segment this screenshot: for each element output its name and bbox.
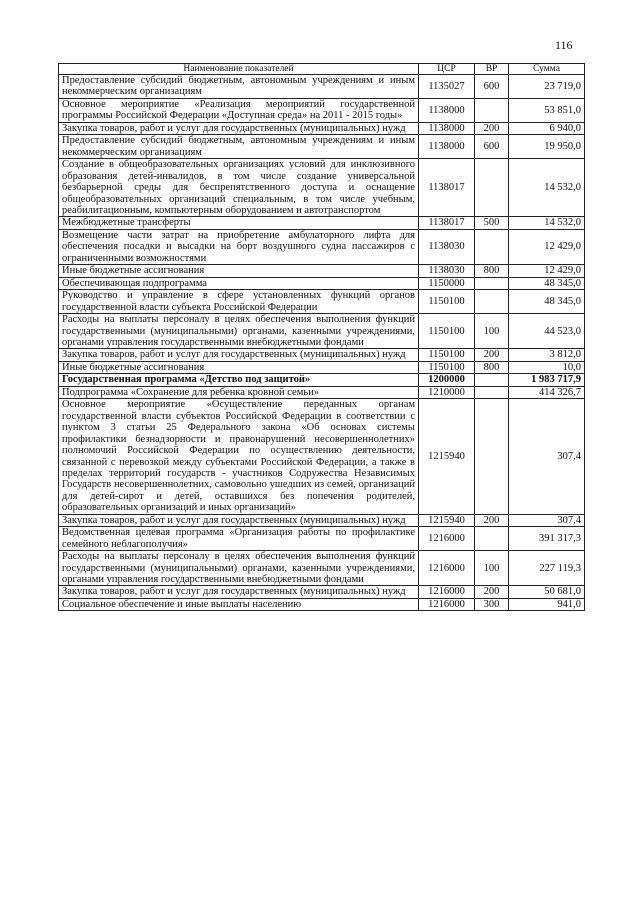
row-sum-cell: 941,0 <box>509 598 585 610</box>
row-csr-cell: 1138000 <box>419 98 475 122</box>
table-row <box>59 75 585 99</box>
row-name-cell: Закупка товаров, работ и услуг для государственных (муниципальных) нужд <box>59 122 419 134</box>
row-csr-cell: 1210000 <box>419 386 475 398</box>
row-name-cell: Обеспечивающая подпрограмма <box>59 277 419 289</box>
row-csr-cell: 1138030 <box>419 265 475 277</box>
row-sum-cell: 3 812,0 <box>509 349 585 361</box>
row-csr-cell: 1138017 <box>419 159 475 217</box>
row-name-cell: Предоставление субсидий бюджетным, автономным учреждениям и иным некоммерческим организациям <box>59 135 419 159</box>
row-name-cell: Расходы на выплаты персоналу в целях обеспечения выполнения функций государственными (муниципальными) органами, казенными учреждениями, органами управления государственными внебюджетными фондами <box>59 551 419 586</box>
table-row <box>59 314 585 349</box>
row-vr-cell: 500 <box>475 217 509 229</box>
header-csr: ЦСР <box>419 64 475 75</box>
budget-table <box>58 63 585 611</box>
row-sum-cell: 307,4 <box>509 514 585 526</box>
table-row <box>59 217 585 229</box>
table-header-row <box>59 64 585 75</box>
row-csr-cell: 1216000 <box>419 586 475 598</box>
table-row <box>59 374 585 386</box>
row-name-cell: Создание в общеобразовательных организациях условий для инклюзивного образования детей-инвалидов, в том числе создание универсальной безбарьерной среды для беспрепятственного доступа и оснащение общеобразовательных организаций специальным, в том числе учебным, реабилитационным, компьютерным оборудованием и автотранспортом <box>59 159 419 217</box>
table-row <box>59 265 585 277</box>
row-vr-cell: 600 <box>475 75 509 99</box>
table-row <box>59 135 585 159</box>
row-sum-cell: 414 326,7 <box>509 386 585 398</box>
row-sum-cell: 44 523,0 <box>509 314 585 349</box>
page-number: 116 <box>555 38 573 52</box>
row-vr-cell <box>475 374 509 386</box>
row-sum-cell: 391 317,3 <box>509 527 585 551</box>
header-name: Наименование показателей <box>59 64 419 75</box>
row-name-cell: Ведомственная целевая программа «Организация работы по профилактике семейного неблагополучия» <box>59 527 419 551</box>
row-name-cell: Закупка товаров, работ и услуг для государственных (муниципальных) нужд <box>59 586 419 598</box>
row-csr-cell: 1138000 <box>419 122 475 134</box>
row-name-cell: Межбюджетные трансферты <box>59 217 419 229</box>
row-name-cell: Возмещение части затрат на приобретение амбулаторного лифта для обеспечения посадки и высадки на борт воздушного судна пассажиров с ограниченными возможностями <box>59 229 419 264</box>
table-row <box>59 159 585 217</box>
table-row <box>59 349 585 361</box>
table-row <box>59 527 585 551</box>
row-csr-cell: 1138017 <box>419 217 475 229</box>
row-csr-cell: 1135027 <box>419 75 475 99</box>
row-csr-cell: 1138030 <box>419 229 475 264</box>
row-name-cell: Иные бюджетные ассигнования <box>59 265 419 277</box>
row-vr-cell <box>475 98 509 122</box>
row-vr-cell: 800 <box>475 265 509 277</box>
table-row <box>59 399 585 515</box>
row-csr-cell: 1150100 <box>419 314 475 349</box>
row-sum-cell: 14 532,0 <box>509 159 585 217</box>
row-vr-cell: 200 <box>475 514 509 526</box>
row-vr-cell: 200 <box>475 122 509 134</box>
row-csr-cell: 1200000 <box>419 374 475 386</box>
row-vr-cell <box>475 386 509 398</box>
table-row <box>59 514 585 526</box>
row-vr-cell <box>475 159 509 217</box>
row-csr-cell: 1216000 <box>419 598 475 610</box>
table-row <box>59 598 585 610</box>
row-vr-cell: 100 <box>475 314 509 349</box>
row-vr-cell <box>475 277 509 289</box>
row-sum-cell: 19 950,0 <box>509 135 585 159</box>
row-vr-cell <box>475 527 509 551</box>
row-csr-cell: 1215940 <box>419 514 475 526</box>
row-csr-cell: 1216000 <box>419 551 475 586</box>
row-sum-cell: 227 119,3 <box>509 551 585 586</box>
row-name-cell: Основное мероприятие «Реализация мероприятий государственной программы Российской Федерации «Доступная среда» на 2011 - 2015 годы» <box>59 98 419 122</box>
row-csr-cell: 1150100 <box>419 349 475 361</box>
row-vr-cell: 300 <box>475 598 509 610</box>
table-row <box>59 290 585 314</box>
table-row <box>59 229 585 264</box>
row-vr-cell: 200 <box>475 586 509 598</box>
table-row <box>59 122 585 134</box>
row-name-cell: Закупка товаров, работ и услуг для государственных (муниципальных) нужд <box>59 349 419 361</box>
row-sum-cell: 48 345,0 <box>509 277 585 289</box>
row-vr-cell: 600 <box>475 135 509 159</box>
row-name-cell: Государственная программа «Детство под защитой» <box>59 374 419 386</box>
table-row <box>59 361 585 373</box>
row-name-cell: Социальное обеспечение и иные выплаты населению <box>59 598 419 610</box>
row-name-cell: Расходы на выплаты персоналу в целях обеспечения выполнения функций государственными (муниципальными) органами, казенными учреждениями, органами управления государственными внебюджетными фондами <box>59 314 419 349</box>
row-name-cell: Иные бюджетные ассигнования <box>59 361 419 373</box>
table-row <box>59 386 585 398</box>
row-name-cell: Подпрограмма «Сохранение для ребенка кровной семьи» <box>59 386 419 398</box>
table-row <box>59 277 585 289</box>
row-sum-cell: 307,4 <box>509 399 585 515</box>
row-sum-cell: 48 345,0 <box>509 290 585 314</box>
row-name-cell: Основное мероприятие «Осуществление переданных органам государственной власти субъектов Российской Федерации в соответствии с пунктом 3 статьи 25 Федерального закона «Об основах системы профилактики безнадзорности и правонарушений несовершеннолетних» полномочий Российской Федерации по осуществлению деятельности, связанной с перевозкой между субъектами Российской Федерации, а также в пределах территорий государств - участников Содружества Независимых Государств несовершеннолетних, самовольно ушедших из семей, организаций для детей-сирот и детей, оставшихся без попечения родителей, образовательных организаций и иных организаций» <box>59 399 419 515</box>
row-sum-cell: 53 851,0 <box>509 98 585 122</box>
row-vr-cell <box>475 290 509 314</box>
row-vr-cell: 100 <box>475 551 509 586</box>
row-sum-cell: 6 940,0 <box>509 122 585 134</box>
row-csr-cell: 1150100 <box>419 290 475 314</box>
row-sum-cell: 50 681,0 <box>509 586 585 598</box>
row-sum-cell: 14 532,0 <box>509 217 585 229</box>
row-name-cell: Руководство и управление в сфере установленных функций органов государственной власти субъекта Российской Федерации <box>59 290 419 314</box>
header-vr: ВР <box>475 64 509 75</box>
row-vr-cell: 800 <box>475 361 509 373</box>
row-vr-cell <box>475 229 509 264</box>
row-name-cell: Предоставление субсидий бюджетным, автономным учреждениям и иным некоммерческим организациям <box>59 75 419 99</box>
row-sum-cell: 12 429,0 <box>509 265 585 277</box>
row-sum-cell: 1 983 717,9 <box>509 374 585 386</box>
row-sum-cell: 10,0 <box>509 361 585 373</box>
row-csr-cell: 1215940 <box>419 399 475 515</box>
row-csr-cell: 1150000 <box>419 277 475 289</box>
table-body <box>59 75 585 611</box>
row-vr-cell: 200 <box>475 349 509 361</box>
row-name-cell: Закупка товаров, работ и услуг для государственных (муниципальных) нужд <box>59 514 419 526</box>
row-csr-cell: 1150100 <box>419 361 475 373</box>
row-csr-cell: 1216000 <box>419 527 475 551</box>
row-sum-cell: 12 429,0 <box>509 229 585 264</box>
table-row <box>59 586 585 598</box>
table-row <box>59 98 585 122</box>
row-csr-cell: 1138000 <box>419 135 475 159</box>
table-row <box>59 551 585 586</box>
row-sum-cell: 23 719,0 <box>509 75 585 99</box>
header-sum: Сумма <box>509 64 585 75</box>
row-vr-cell <box>475 399 509 515</box>
